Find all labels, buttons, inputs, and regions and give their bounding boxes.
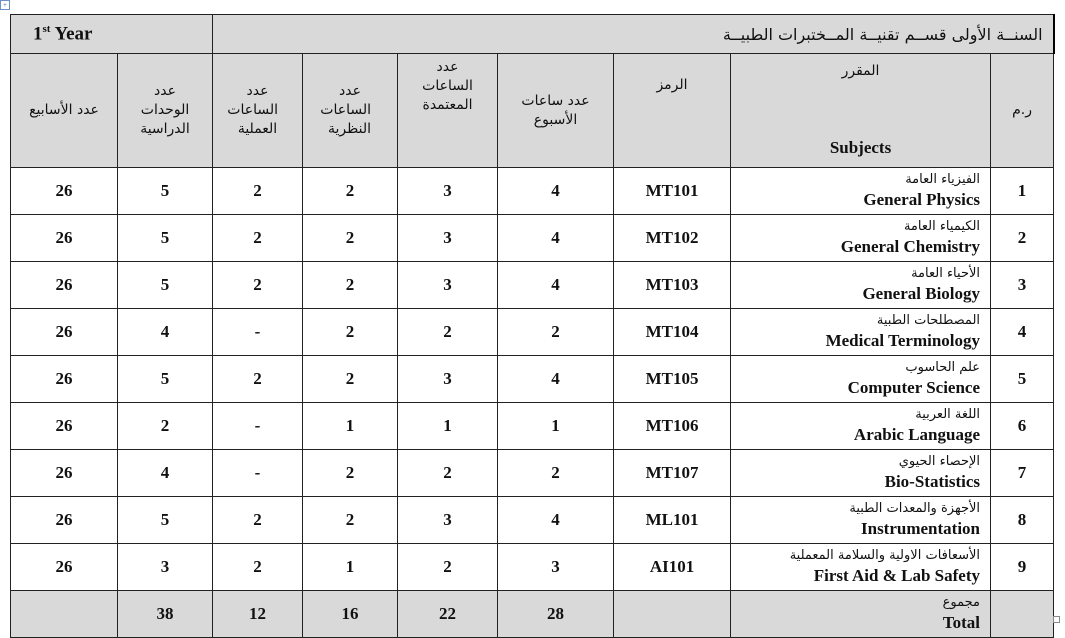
curriculum-table (10, 14, 1055, 638)
cell-no: 8 (991, 497, 1054, 544)
cell-practical: 2 (213, 215, 303, 262)
cell-code: MT101 (614, 168, 731, 215)
cell-weeks: 26 (11, 403, 118, 450)
cell-credit: 3 (398, 262, 498, 309)
cell-weekly: 4 (498, 497, 614, 544)
cell-practical: - (213, 309, 303, 356)
cell-weekly: 4 (498, 262, 614, 309)
header-practical: عدد الساعات العملية (213, 54, 303, 168)
cell-theory: 2 (303, 262, 398, 309)
cell-practical: - (213, 403, 303, 450)
header-units: عدد الوحدات الدراسية (118, 54, 213, 168)
cell-no: 2 (991, 215, 1054, 262)
cell-credit: 3 (398, 215, 498, 262)
cell-practical: 2 (213, 356, 303, 403)
title-row (11, 15, 1054, 54)
subject-ar: المصطلحات الطبية (876, 313, 981, 328)
cell-no: 5 (991, 356, 1054, 403)
table-row (11, 215, 1054, 262)
subject-ar: الفيزياء العامة (905, 172, 981, 187)
total-no (991, 591, 1054, 638)
table-row (11, 168, 1054, 215)
subject-en: Medical Terminology (825, 331, 981, 350)
cell-units: 4 (118, 309, 213, 356)
cell-subject (731, 403, 991, 450)
cell-code: MT102 (614, 215, 731, 262)
cell-code: AI101 (614, 544, 731, 591)
table-row (11, 262, 1054, 309)
cell-code: MT104 (614, 309, 731, 356)
subject-ar: اللغة العربية (915, 407, 981, 422)
cell-units: 5 (118, 497, 213, 544)
cell-credit: 1 (398, 403, 498, 450)
cell-weekly: 4 (498, 356, 614, 403)
cell-code: MT106 (614, 403, 731, 450)
subject-ar: الأجهزة والمعدات الطبية (849, 501, 981, 516)
cell-code: MT105 (614, 356, 731, 403)
cell-theory: 2 (303, 497, 398, 544)
subject-en: Instrumentation (861, 519, 981, 538)
total-label-en: Total (942, 613, 981, 632)
cell-weeks: 26 (11, 309, 118, 356)
header-subject-ar: المقرر (841, 63, 880, 79)
cell-subject (731, 544, 991, 591)
subject-en: Arabic Language (853, 425, 981, 444)
total-row (11, 591, 1054, 638)
cell-units: 5 (118, 168, 213, 215)
cell-no: 6 (991, 403, 1054, 450)
subject-ar: الإحصاء الحيوي (898, 454, 981, 469)
cell-practical: 2 (213, 168, 303, 215)
cell-practical: 2 (213, 497, 303, 544)
total-credit: 22 (398, 591, 498, 638)
total-label-ar: مجموع (942, 595, 981, 610)
cell-weekly: 4 (498, 215, 614, 262)
subject-en: General Chemistry (840, 237, 981, 256)
cell-subject (731, 168, 991, 215)
total-practical: 12 (213, 591, 303, 638)
cell-no: 9 (991, 544, 1054, 591)
cell-practical: 2 (213, 262, 303, 309)
table-move-handle-icon[interactable]: + (0, 0, 10, 10)
cell-credit: 3 (398, 168, 498, 215)
header-subject (731, 54, 991, 168)
cell-units: 5 (118, 262, 213, 309)
cell-subject (731, 356, 991, 403)
total-weeks (11, 591, 118, 638)
cell-theory: 2 (303, 215, 398, 262)
cell-credit: 2 (398, 450, 498, 497)
cell-subject (731, 309, 991, 356)
total-theory: 16 (303, 591, 398, 638)
cell-subject (731, 262, 991, 309)
table-resize-handle[interactable] (1053, 616, 1060, 623)
table-row (11, 497, 1054, 544)
cell-no: 7 (991, 450, 1054, 497)
cell-weekly: 2 (498, 450, 614, 497)
total-label (731, 591, 991, 638)
cell-practical: 2 (213, 544, 303, 591)
header-credit: عدد الساعات المعتمدة (398, 54, 498, 168)
total-weekly: 28 (498, 591, 614, 638)
cell-theory: 1 (303, 544, 398, 591)
table-row (11, 450, 1054, 497)
header-weekly: عدد ساعات الأسبوع (498, 54, 614, 168)
subject-ar: الأحياء العامة (911, 266, 981, 281)
cell-weeks: 26 (11, 497, 118, 544)
cell-weekly: 4 (498, 168, 614, 215)
cell-weeks: 26 (11, 544, 118, 591)
total-units: 38 (118, 591, 213, 638)
header-subject-en: Subjects (829, 138, 892, 157)
table-row (11, 403, 1054, 450)
header-code: الرمز (614, 54, 731, 168)
header-no: ر.م (991, 54, 1054, 168)
table-row (11, 309, 1054, 356)
year-title-ar: السنــة الأولى قســم تقنيــة المــختبرات الطبيــة (213, 15, 1054, 54)
cell-subject (731, 497, 991, 544)
cell-theory: 2 (303, 309, 398, 356)
subject-ar: الكيمياء العامة (903, 219, 981, 234)
cell-credit: 2 (398, 544, 498, 591)
cell-subject (731, 450, 991, 497)
cell-credit: 3 (398, 356, 498, 403)
header-row (11, 54, 1054, 168)
table-row (11, 356, 1054, 403)
cell-practical: - (213, 450, 303, 497)
cell-weeks: 26 (11, 450, 118, 497)
subject-en: General Biology (862, 284, 981, 303)
cell-weekly: 2 (498, 309, 614, 356)
cell-no: 1 (991, 168, 1054, 215)
cell-code: MT103 (614, 262, 731, 309)
subject-en: First Aid & Lab Safety (813, 566, 981, 585)
cell-weeks: 26 (11, 262, 118, 309)
subject-ar: الأسعافات الاولية والسلامة المعملية (789, 548, 981, 563)
cell-weekly: 3 (498, 544, 614, 591)
year-title-en: 1st Year (11, 15, 213, 54)
cell-code: ML101 (614, 497, 731, 544)
cell-no: 3 (991, 262, 1054, 309)
cell-credit: 2 (398, 309, 498, 356)
cell-weeks: 26 (11, 215, 118, 262)
cell-subject (731, 215, 991, 262)
cell-weeks: 26 (11, 356, 118, 403)
cell-code: MT107 (614, 450, 731, 497)
subject-en: General Physics (863, 190, 981, 209)
subject-en: Bio-Statistics (884, 472, 981, 491)
cell-weekly: 1 (498, 403, 614, 450)
cell-credit: 3 (398, 497, 498, 544)
cell-theory: 2 (303, 168, 398, 215)
cell-units: 3 (118, 544, 213, 591)
total-code (614, 591, 731, 638)
cell-weeks: 26 (11, 168, 118, 215)
cell-theory: 2 (303, 450, 398, 497)
header-theory: عدد الساعات النظرية (303, 54, 398, 168)
cell-theory: 1 (303, 403, 398, 450)
header-weeks: عدد الأسابيع (11, 54, 118, 168)
cell-units: 4 (118, 450, 213, 497)
subject-en: Computer Science (847, 378, 981, 397)
subject-ar: علم الحاسوب (905, 360, 981, 375)
table-row (11, 544, 1054, 591)
cell-theory: 2 (303, 356, 398, 403)
cell-no: 4 (991, 309, 1054, 356)
cell-units: 2 (118, 403, 213, 450)
cell-units: 5 (118, 356, 213, 403)
cell-units: 5 (118, 215, 213, 262)
